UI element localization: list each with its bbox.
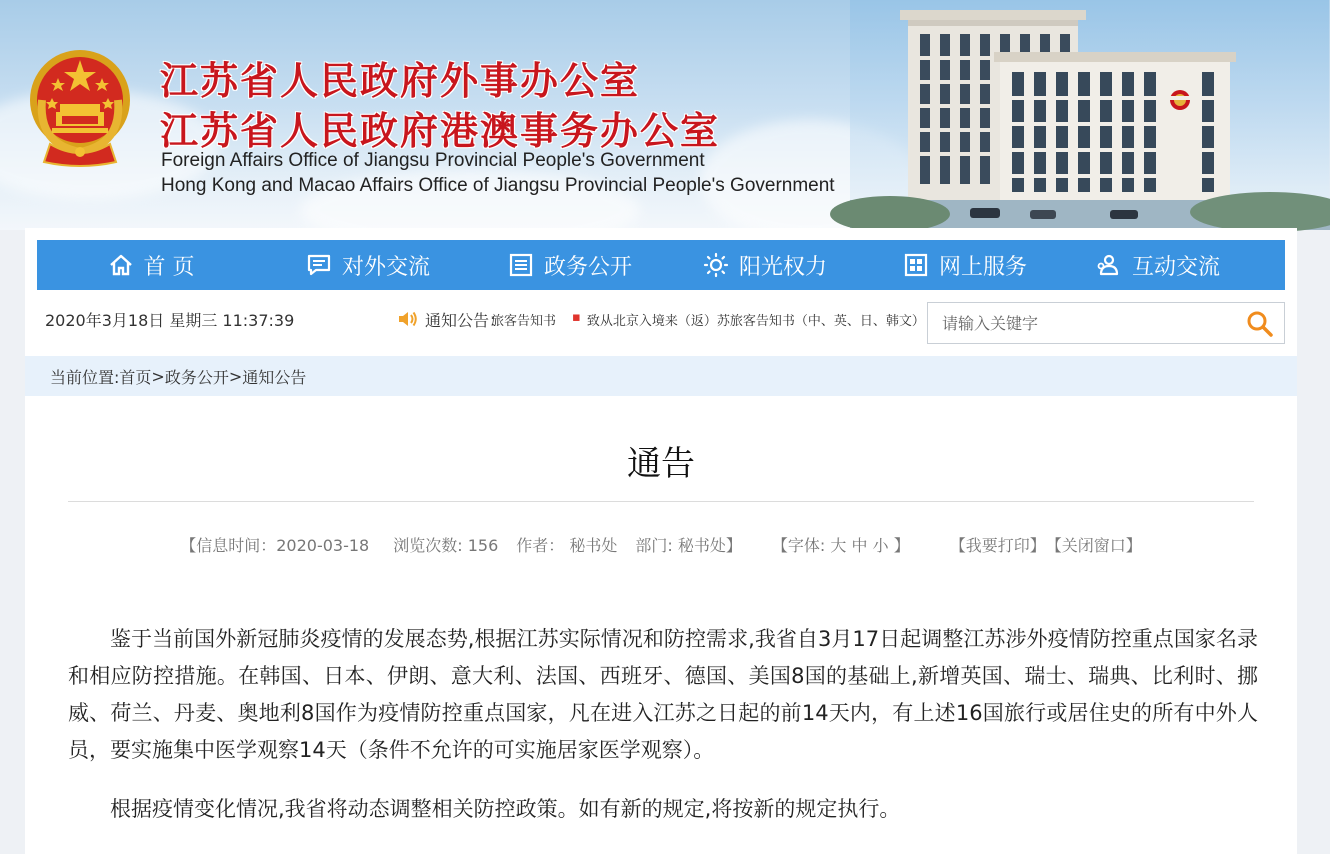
breadcrumb-separator: > (228, 366, 243, 386)
grid-icon (903, 252, 929, 278)
title-divider (68, 501, 1254, 502)
site-title-en-2: Hong Kong and Macao Affairs Office of Jiangsu Provincial People's Government (161, 175, 835, 196)
meta-info-time: 【信息时间：2020-03-18 (180, 536, 370, 555)
meta-font-label: 【字体: (771, 536, 826, 555)
national-emblem-icon (28, 44, 132, 168)
notice-scroll (491, 308, 925, 330)
breadcrumb-prefix: 当前位置: (50, 367, 120, 387)
article-title: 通告 (627, 444, 695, 484)
home-icon (108, 252, 134, 278)
meta-dept: 部门: 秘书处】 (635, 536, 742, 555)
site-title-cn-2: 江苏省人民政府港澳事务办公室 (160, 108, 721, 153)
close-window-button[interactable]: 【关闭窗口】 (1045, 536, 1142, 555)
search-icon[interactable] (1246, 310, 1274, 338)
site-title-en-1: Foreign Affairs Office of Jiangsu Provincial People's Government (161, 150, 705, 171)
nav-item-label: 首 页 (143, 254, 195, 280)
nav-item-label: 网上服务 (938, 254, 1027, 280)
current-datetime: 2020年3月18日 星期三 11:37:39 (45, 311, 295, 330)
nav-item-interaction[interactable] (1069, 240, 1247, 290)
search-input[interactable] (928, 303, 1238, 343)
nav-item-label: 政务公开 (543, 254, 632, 280)
breadcrumb (25, 356, 1297, 396)
meta-author: 作者： 秘书处 (516, 536, 618, 555)
list-icon (508, 252, 534, 278)
nav-item-exchange[interactable] (265, 240, 471, 290)
search-box (927, 302, 1285, 344)
font-size-small-button[interactable]: 小 (872, 536, 889, 555)
nav-item-home[interactable] (37, 240, 265, 290)
font-size-medium-button[interactable]: 中 (851, 536, 868, 555)
print-button[interactable]: 【我要打印】 (949, 536, 1046, 555)
font-size-large-button[interactable]: 大 (830, 536, 847, 555)
nav-item-sunshine-power[interactable] (669, 240, 861, 290)
notice-link[interactable]: 致从北京入境来（返）苏旅客告知书（中、英、日、韩文） (586, 314, 925, 329)
chat-icon (306, 252, 332, 278)
article-paragraph: 鉴于当前国外新冠肺炎疫情的发展态势,根据江苏实际情况和防控需求,我省自3月17日起调整江苏涉外疫情防控重点国家名录和相应防控措施。在韩国、日本、伊朗、意大利、法国、西班牙、德国、美国8国的基础上,新增英国、瑞士、瑞典、比利时、挪威、荷兰、丹麦、奥地利8国作为疫情防控重点国家，凡在进入江苏之日起的前14天内，有上述16国旅行或居住史的所有中外人员，要实施集中医学观察14天（条件不允许的可实施居家医学观察）。 (68, 627, 1258, 762)
notice-label: 通知公告： (425, 310, 506, 330)
users-icon (1096, 252, 1122, 278)
article-meta (25, 533, 1297, 556)
meta-font-end: 】 (893, 536, 910, 555)
main-panel (25, 228, 1297, 854)
notice-ticker (397, 306, 925, 332)
nav-item-gov-affairs[interactable] (471, 240, 669, 290)
notice-link[interactable]: 旅客告知书 (491, 314, 557, 329)
breadcrumb-item-gov-affairs[interactable]: 政务公开 (164, 367, 229, 387)
main-nav (37, 240, 1285, 290)
nav-item-label: 互动交流 (1131, 254, 1220, 280)
breadcrumb-item-home[interactable]: 首页 (119, 367, 152, 387)
nav-item-label: 对外交流 (341, 254, 430, 280)
site-title-cn-1: 江苏省人民政府外事办公室 (160, 58, 641, 103)
breadcrumb-item-notices[interactable]: 通知公告 (242, 367, 307, 387)
bullet-icon: ▪ (572, 310, 581, 325)
building-illustration (850, 0, 1330, 230)
header-banner (0, 0, 1329, 230)
breadcrumb-separator: > (151, 366, 165, 386)
meta-views: 浏览次数: 156 (393, 536, 499, 555)
nav-item-label: 阳光权力 (738, 254, 827, 280)
nav-item-online-service[interactable] (861, 240, 1069, 290)
speaker-icon (397, 308, 419, 330)
sun-icon (703, 252, 729, 278)
article-paragraph: 根据疫情变化情况,我省将动态调整相关防控政策。如有新的规定,将按新的规定执行。 (110, 797, 901, 821)
